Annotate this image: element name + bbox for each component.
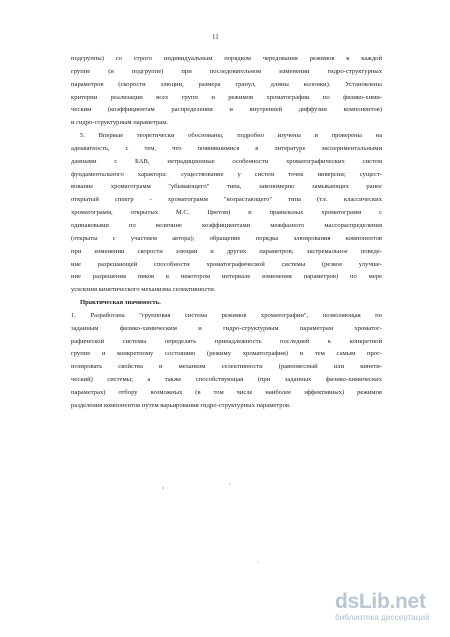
text-line: вование хроматограмм "убывающего" типа, закономерно замыкающих ранее [71, 183, 382, 191]
page-number: 11 [212, 33, 219, 41]
text-line: группе и конкретному состоянию (режиму хроматографии) и тем самым прог- [71, 350, 382, 358]
text-line: нозировать свойства и механизм селективности (равновесный или кинети- [71, 363, 382, 371]
text-line: и гидро-структурным параметрам. [71, 119, 169, 127]
text-line: одинаковыми по величине коэффициентами межфазного массораспределения [71, 221, 382, 229]
text-line: открытый спектр - хроматограмм "возрастающего" типа (т.е. классических [71, 196, 382, 204]
text-line: рафической системы определять принадлежность последней к конкретной [71, 337, 382, 345]
text-line: усиления кинетического механизма селективности. [71, 286, 216, 294]
watermark-subtitle: библиотека диссертаций [335, 613, 430, 622]
text-line: при изменении скорости элюции и других параметров; экстремальное поведе- [71, 247, 382, 255]
text-line: критерии реализации всех групп и режимов хроматографии по физико-хими- [71, 93, 382, 101]
text-line: адекватность, с тем, что появившимися в литературе экспериментальными [71, 144, 382, 152]
section-heading: Практическая значимость. [80, 299, 161, 307]
text-line: разделения компонентов путем варьирования гидро-структурных параметров. [71, 401, 291, 409]
text-line: фундаментального характера: существование у систем точек инверсии; сущест- [71, 170, 382, 178]
text-line: 5. Впервые теоретически обоснованы, подробно изучены и проверены на [80, 132, 382, 140]
text-line: группе (и подгруппе) при последовательном изменении гидро-структурных [71, 67, 382, 75]
text-line: параметров (скорости элюции, размера гранул, длины колонки). Установлены [71, 80, 382, 88]
text-line: 1. Разработана "групповая система режимов хроматографии", позволяющая по [71, 311, 382, 319]
text-line: подгруппы) со строго индивидуальным порядком чередования режимов в каждой [71, 55, 382, 62]
text-line: ческий) системы; а также способствующая (при заданных физико-химических [71, 376, 382, 384]
text-line: данными с БАВ, нетрадиционные особенности хроматографических систем [71, 157, 382, 165]
watermark [335, 591, 445, 623]
text-line: ние разрешающей способности хроматографической системы (резкое улучше- [71, 260, 382, 268]
text-line: хроматограмм, открытых М.С. Цветом) и правильных хроматограмм с [71, 209, 382, 217]
text-line: заданным физико-химическим и гидро-структурным параметрам хроматог- [71, 324, 382, 332]
text-line: ние разрешения пиков в некотором интервале изменения параметров) по мере [71, 273, 382, 281]
text-line: параметрах) отбору возможных (в том числе наиболее эффективных) режимов [71, 388, 382, 396]
text-line: (открыты с участием автора); обращение порядка элюирования компонентов [71, 234, 382, 242]
watermark-logo: dsLib.net [335, 590, 426, 613]
text-line: ческим (коэффициентам распределения и внутренней диффузии компонентов) [71, 106, 382, 114]
